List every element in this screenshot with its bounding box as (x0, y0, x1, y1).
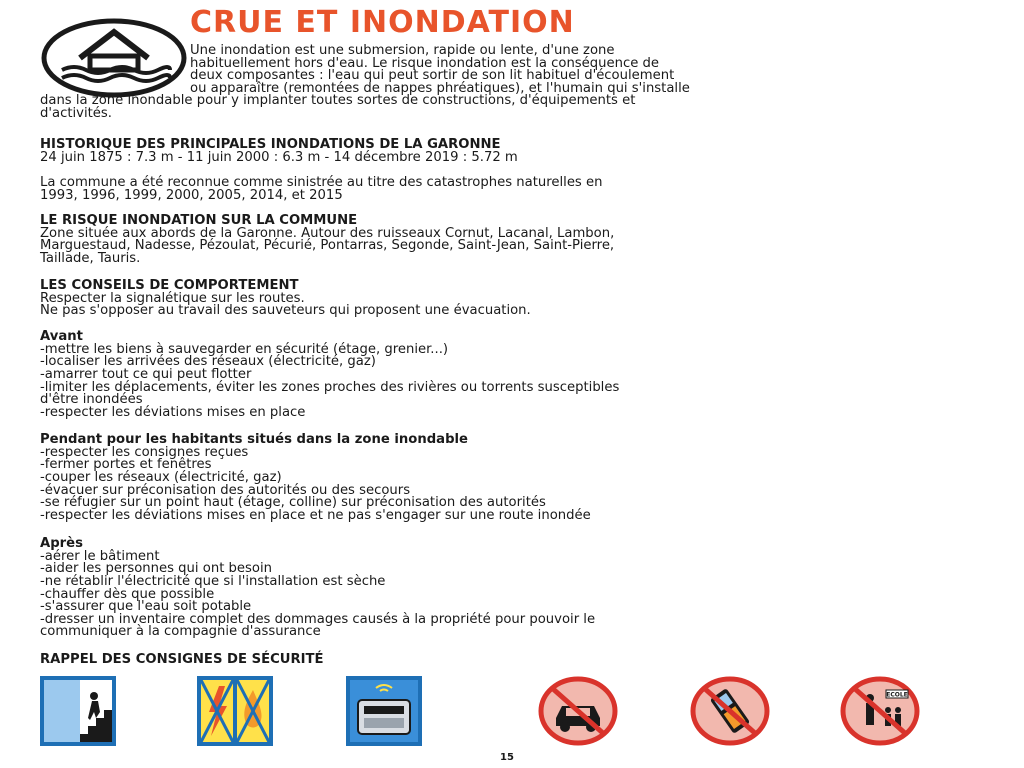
avant-line: -limiter les déplacements, éviter les zones proches des rivières ou torrents susceptibles (40, 379, 620, 395)
historique-heading: HISTORIQUE DES PRINCIPALES INONDATIONS DE LA GARONNE (40, 137, 501, 152)
school-sign-text: ECOLE (886, 691, 908, 699)
apres-line: communiquer à la compagnie d'assurance (40, 624, 321, 640)
conseils-section (40, 280, 985, 318)
cut-electricity-gas-icon (197, 676, 273, 746)
apres-line: -ne rétablir l'électricité que si l'installation est sèche (40, 573, 386, 589)
apres-line: -aérer le bâtiment (40, 548, 160, 564)
pendant-line: -respecter les consignes reçues (40, 444, 249, 460)
safety-icons-row (40, 676, 980, 746)
historique-section (40, 139, 985, 164)
page-number: 15 (500, 752, 514, 763)
intro-paragraph (40, 45, 980, 121)
pendant-heading: Pendant pour les habitants situés dans la zone inondable (40, 432, 468, 447)
radio-icon (346, 676, 422, 746)
conseils-heading: LES CONSEILS DE COMPORTEMENT (40, 278, 299, 293)
rappel-section (40, 654, 985, 667)
climb-stairs-icon (40, 676, 116, 746)
intro-line: ou apparaître (remontées de nappes phréatiques), et l'humain qui s'installe (190, 80, 690, 96)
intro-line: deux composantes : l'eau qui peut sortir de son lit habituel d'écoulement (190, 68, 675, 84)
pendant-section (40, 434, 985, 522)
intro-line: dans la zone inondable pour y implanter toutes sortes de constructions, d'équipements et (40, 93, 636, 109)
avant-line: d'être inondées (40, 392, 143, 408)
avant-heading: Avant (40, 329, 83, 344)
no-phone-icon (690, 676, 770, 746)
avant-line: -mettre les biens à sauvegarder en sécurité (étage, grenier...) (40, 341, 449, 357)
apres-line: -s'assurer que l'eau soit potable (40, 599, 252, 615)
apres-heading: Après (40, 536, 83, 551)
risque-line: Marguestaud, Nadesse, Pézoulat, Pécurié, Pontarras, Segonde, Saint-Jean, Saint-Pierre, (40, 238, 615, 254)
risque-section (40, 215, 985, 266)
sinistree-line: La commune a été reconnue comme sinistrée au titre des catastrophes naturelles en (40, 175, 603, 190)
risque-line: Taillade, Tauris. (40, 250, 141, 266)
avant-line: -amarrer tout ce qui peut flotter (40, 366, 252, 382)
apres-line: -dresser un inventaire complet des dommages causés à la propriété pour pouvoir le (40, 611, 596, 627)
risque-heading: LE RISQUE INONDATION SUR LA COMMUNE (40, 213, 358, 228)
pendant-line: -fermer portes et fenêtres (40, 457, 212, 473)
conseils-line: Ne pas s'opposer au travail des sauveteurs qui proposent une évacuation. (40, 303, 531, 319)
apres-line: -chauffer dès que possible (40, 586, 215, 602)
risque-line: Zone située aux abords de la Garonne. Autour des ruisseaux Cornut, Lacanal, Lambon, (40, 225, 615, 241)
no-school-pickup-icon (840, 676, 920, 746)
historique-text: 24 juin 1875 : 7.3 m - 11 juin 2000 : 6.3 m - 14 décembre 2019 : 5.72 m (40, 149, 518, 165)
no-car-icon (538, 676, 618, 746)
intro-line: d'activités. (40, 105, 112, 121)
intro-line: habituellement hors d'eau. Le risque inondation est la conséquence de (190, 55, 660, 71)
pendant-line: -couper les réseaux (électricité, gaz) (40, 469, 282, 485)
intro-line: Une inondation est une submersion, rapide ou lente, d'une zone (190, 43, 615, 58)
avant-section (40, 331, 985, 419)
apres-section (40, 538, 985, 639)
apres-line: -aider les personnes qui ont besoin (40, 561, 272, 577)
pendant-line: -se réfugier sur un point haut (étage, colline) sur préconisation des autorités (40, 495, 546, 511)
pendant-line: -évacuer sur préconisation des autorités ou des secours (40, 482, 411, 498)
page-title: CRUE ET INONDATION (190, 5, 575, 40)
avant-line: -localiser les arrivées des réseaux (électricité, gaz) (40, 354, 376, 370)
sinistree-line: 1993, 1996, 1999, 2000, 2005, 2014, et 2015 (40, 187, 343, 203)
conseils-line: Respecter la signalétique sur les routes. (40, 290, 305, 306)
pendant-line: -respecter les déviations mises en place et ne pas s'engager sur une route inondée (40, 507, 591, 523)
rappel-heading: RAPPEL DES CONSIGNES DE SÉCURITÉ (40, 652, 324, 667)
avant-line: -respecter les déviations mises en place (40, 404, 306, 420)
sinistree-section (40, 177, 985, 202)
